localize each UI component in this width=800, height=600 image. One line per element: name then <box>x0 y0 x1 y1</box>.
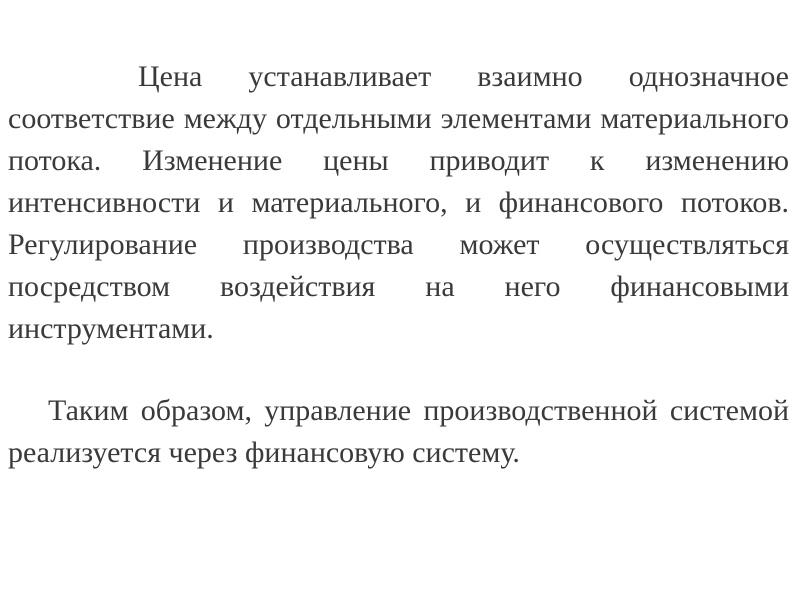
paragraph-conclusion: Таким образом, управление производственной системой реализуется через финансовую систему. <box>8 394 789 469</box>
paragraph-price-role: Цена устанавливает взаимно однозначное соответствие между отдельными элементами материального потока. Изменение цены приводит к изменению интенсивности и материального, и финансового потоков. Регулирование производства может осуществляться посредством воздействия на него финансовыми инструментами. <box>8 60 789 345</box>
